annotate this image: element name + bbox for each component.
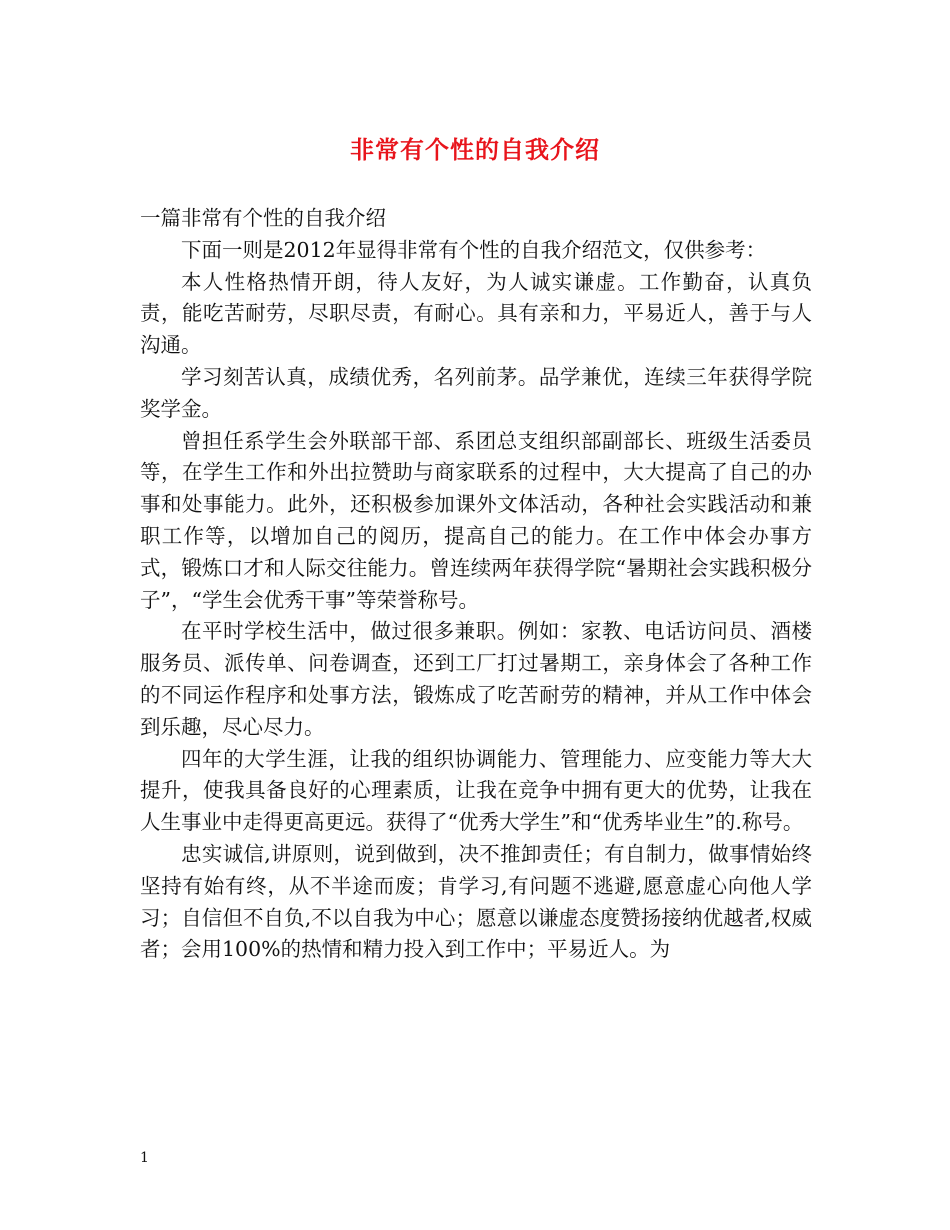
document-title: 非常有个性的自我介绍 xyxy=(350,135,600,164)
paragraph-part-time: 在平时学校生活中，做过很多兼职。例如：家教、电话访问员、酒楼服务员、派传单、问卷调查，还到工厂打过暑期工，亲身体会了各种工作的不同运作程序和处事方法，锻炼成了吃苦耐劳的精神，并从工作中体会到乐趣，尽心尽力。 xyxy=(140,619,812,739)
document-body xyxy=(140,203,812,966)
page-number: 1 xyxy=(140,1150,149,1166)
paragraph-intro: 下面一则是2012年显得非常有个性的自我介绍范文，仅供参考： xyxy=(181,237,767,262)
paragraph-university: 四年的大学生涯，让我的组织协调能力、管理能力、应变能力等大大提升，使我具备良好的心理素质，让我在竞争中拥有更大的优势，让我在人生事业中走得更高更远。获得了“优秀大学生”和“优秀毕业生”的.称号。 xyxy=(140,746,812,835)
paragraph-character: 忠实诚信,讲原则，说到做到，决不推卸责任；有自制力，做事情始终坚持有始有终，从不半途而废；肯学习,有问题不逃避,愿意虚心向他人学习；自信但不自负,不以自我为中心；愿意以谦虚态度赞扬接纳优越者,权威者；会用100%的热情和精力投入到工作中；平易近人。为 xyxy=(140,841,812,962)
paragraph-heading: 一篇非常有个性的自我介绍 xyxy=(140,206,386,230)
paragraph-student-work: 曾担任系学生会外联部干部、系团总支组织部副部长、班级生活委员等，在学生工作和外出拉赞助与商家联系的过程中，大大提高了自己的办事和处事能力。此外，还积极参加课外文体活动，各种社会实践活动和兼职工作等，以增加自己的阅历，提高自己的能力。在工作中体会办事方式，锻炼口才和人际交往能力。曾连续两年获得学院“暑期社会实践积极分子”，“学生会优秀干事”等荣誉称号。 xyxy=(140,428,812,612)
paragraph-personality: 本人性格热情开朗，待人友好，为人诚实谦虚。工作勤奋，认真负责，能吃苦耐劳，尽职尽责，有耐心。具有亲和力，平易近人，善于与人沟通。 xyxy=(140,269,812,358)
paragraph-study: 学习刻苦认真，成绩优秀，名列前茅。品学兼优，连续三年获得学院奖学金。 xyxy=(140,364,812,421)
